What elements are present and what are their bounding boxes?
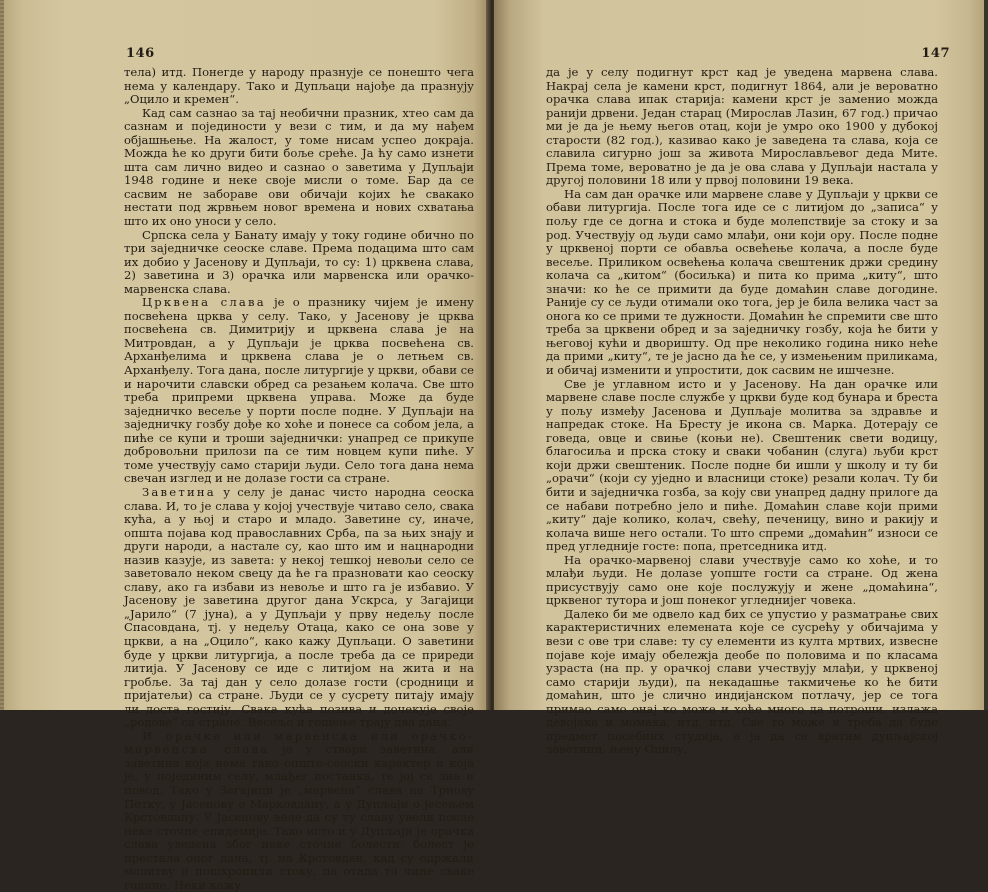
paragraph	[546, 188, 938, 378]
paragraph	[124, 730, 474, 892]
paragraph-text: На сам дан орачке или марвене славе у Дупљаји у цркви се обави литургија. После тога иде се с литијом до „записа“ у пољу где се догна и стока и буде молепствије за стоку и за род. Учествују од људи само млађи, они који ору. После подне у црквеној порти се обавља освећење колача, а после буде весеље. Приликом освећења колача свештеник држи средину колача са „китом“ (босиљка) и пита ко прима „киту“, што значи: ко ће се примити да буде домаћин славе догодине. Раније су се људи отимали око тога, јер је била велика част за онога ко се прими те дужности. Домаћин ће спремити све што треба за црквени обред и за заједничку гозбу, која ће бити у његовој кући и дворишту. Од пре неколико година нико неће да прими „киту“, те је јасно да ће се, у измењеним приликама, и обичај изменити и упростити, док сасвим не ишчезне.	[546, 186, 938, 378]
page-number: 146	[126, 46, 155, 61]
page-number: 147	[921, 46, 950, 61]
paragraph-text: у селу је данас чисто народна сеоска слава. И, то је слава у којој учествује читаво село, свака кућа, а у њој и старо и младо. Заветине су, иначе, општа појава код православних Срба, па за њих знају и други народи, а настале су, као што им и нацнародни назив казује, из завета: у некој тешкој невољи село се заветовало неком свецу да ће га празновати као сеоску славу, ако га избави из невоље и што га је избавио. У Јасенову је заветина другог дана Ускрса, у Загајици „Јарило“ (7 јуна), а у Дупљаји у прву недељу после Спасовдана, тј. у недељу Отаца, како се она зове у цркви, а на „Оцило“, како кажу Дупљаци. О заветини буде у цркви литургија, а после треба да се приреди литија. У Јасенову се иде с литијом на жита и на гробље. За тај дан у село долазе гости (сродници и пријатељи) са стране. Људи се у сусрету питају имају ли доста гостију. Свака кућа позива и дочекује своје „родове“ са стране. Весеље и гошење трају два дана.	[124, 484, 474, 730]
paragraph	[124, 107, 474, 229]
paragraph	[546, 608, 938, 757]
page-body	[124, 66, 474, 892]
paragraph-lead: Црквена слава	[142, 295, 266, 310]
paragraph	[124, 66, 474, 107]
paragraph	[546, 378, 938, 554]
paragraph-text: Кад сам сазнао за тај необични празник, хтео сам да сазнам и појединости у вези с тим, и да му нађем објашњење. На жалост, у томе нисам успео докраја. Можда ће ко други бити боље среће. Ја ћу само изнети шта сам лично видео и сазнао о заветима у Дупљаји 1948 године и неке своје мисли о томе. Бар да се сасвим не забораве ови обичаји којих ће свакако нестати под жрвњем новог времена и нових схватања што их оно уноси у село.	[124, 105, 474, 229]
paragraph-lead: Заветина	[142, 484, 216, 499]
paragraph-text: На орачко-марвеној слави учествује само ко хоће, и то млађи људи. Не долазе уопште гости са стране. Од жена присуствују само оне које послужују и жене „домаћина“, црквеног тутора и још понеког угледнијег човека.	[546, 552, 938, 608]
right-page	[494, 0, 984, 757]
paragraph-text: да је у селу подигнут крст кад је уведена марвена слава. Накрај села је камени крст, подигнут 1864, али је вероватно орачка слава ипак старија: камени крст је заменио можда ранији дрвени. Један старац (Мирослав Лазин, 67 год.) причао ми је да је њему његов отац, који је умро око 1900 у дубокој старости (82 год.), казивао како је заведена та слава, која се славила сигурно још за живота Мирослављевог деда Мите. Према томе, вероватно је да је ова слава у Дупљаји настала у другој половини 18 или у првој половини 19 века.	[546, 65, 938, 188]
paragraph	[124, 296, 474, 486]
paragraph	[546, 66, 938, 188]
paragraph-text: је о празнику чијем је имену посвећена црква у селу. Тако, у Јасенову је црква посвећена св. Димитрију и црквена слава је на Митровдан, а у Дупљаји је црква посвећена св. Арханђелима и црквена слава је о летњем св. Арханђелу. Тога дана, после литургије у цркви, обави се и нарочити славски обред са резањем колача. Све што треба припреми црквена управа. Може да буде заједничко весеље у порти после подне. У Дупљаји на заједничку гозбу дође ко хоће и понесе са собом јела, а пиће се купи и троши заједнички: унапред се прикупе добровољни прилози па се тим новцем купи пиће. У томе учествују само старији људи. Село тога дана нема свечан изглед и не долазе гости са стране.	[124, 295, 474, 486]
paragraph-lead: И орачка или марвенска или орачко-марвенска слава	[124, 728, 474, 757]
paragraph-text: Српска села у Банату имају у току године обично по три заједничке сеоске славе. Према подацима што сам их добио у Јасенову и Дупљаји, то су: 1) црквена слава, 2) заветина и 3) орачка или марвенска или орачко-марвенска слава.	[124, 227, 474, 296]
paragraph-text: Све је углавном исто и у Јасенову. На дан орачке или марвене славе после службе у цркви буде код бунара и бреста у пољу између Јасенова и Дупљаје молитва за здравље и напредак стоке. На Бресту је икона св. Марка. Дотерају се говеда, овце и свиње (коњи не). Свештеник свети водицу, благосиља и прска стоку и сваки чобанин (слуга) љуби крст који држи свештеник. После подне би ишли у школу и ту би „орачи“ (који су уједно и власници стоке) резали колач. Ту би бити и заједничка гозба, за коју сви унапред дадну прилоге да се набави потребно јело и пиће. Домаћин славе који прими „киту“ даје колико, колач, свећу, печеницу, вино и ракију и колача више него остали. То што спреми „домаћин“ износи се пред угледније госте: попа, претседника итд.	[546, 376, 938, 554]
left-page	[4, 0, 490, 892]
paragraph	[124, 229, 474, 297]
page-body	[546, 66, 938, 757]
paragraph	[546, 554, 938, 608]
paragraph-text: тела) итд. Понегде у народу празнује се понешто чега нема у календару. Тако и Дупљаци најође да празнују „Оцило и кремен“.	[124, 65, 474, 107]
paragraph-text: Далеко би ме одвело кад бих се упустио у разматрање свих карактеристичних елемената које се сусрећу у обичајима у вези с ове три славе: ту су елементи из култа мртвих, извесне појаве које имају обележја деобе по половима и по класама узраста (на пр. у орачкој слави учествују млађи, у црквеној само старији људи), па некадашње такмичење ко ће бити домаћин, што је слично индијанском потлачу, јер се тога примао само онај ко може и хоће много да потроши, излажа девојака и момака, итд. итд. Све то може и треба да буде предмет посебних студија, а ја да се вратим дупљајској заветини, њену Оцилу.	[546, 606, 938, 757]
paragraph	[124, 486, 474, 730]
paragraph-text: је у ствари заветина, али заветина која нема тако опште-сеоски карактер и која је, у појединим селу, млађег постанка, те јој се зна и повод. Тако у Загајици је „марвена“ слава на Трнову Петку, у Јасенову о Марковдану, а у Дупљаји о јесењем Крстовдану. У Јасенову веле да су ту славу увели после неке сточне епидемије. Тако исто и у Дупљаји је орачка слава уведена због неке сточне болести: болест је престала оног дана, тј. на Крстовдан, кад су одржали молитву и пошкропили стоку, па отада то чине сваке године. Неки кажу	[124, 742, 474, 892]
